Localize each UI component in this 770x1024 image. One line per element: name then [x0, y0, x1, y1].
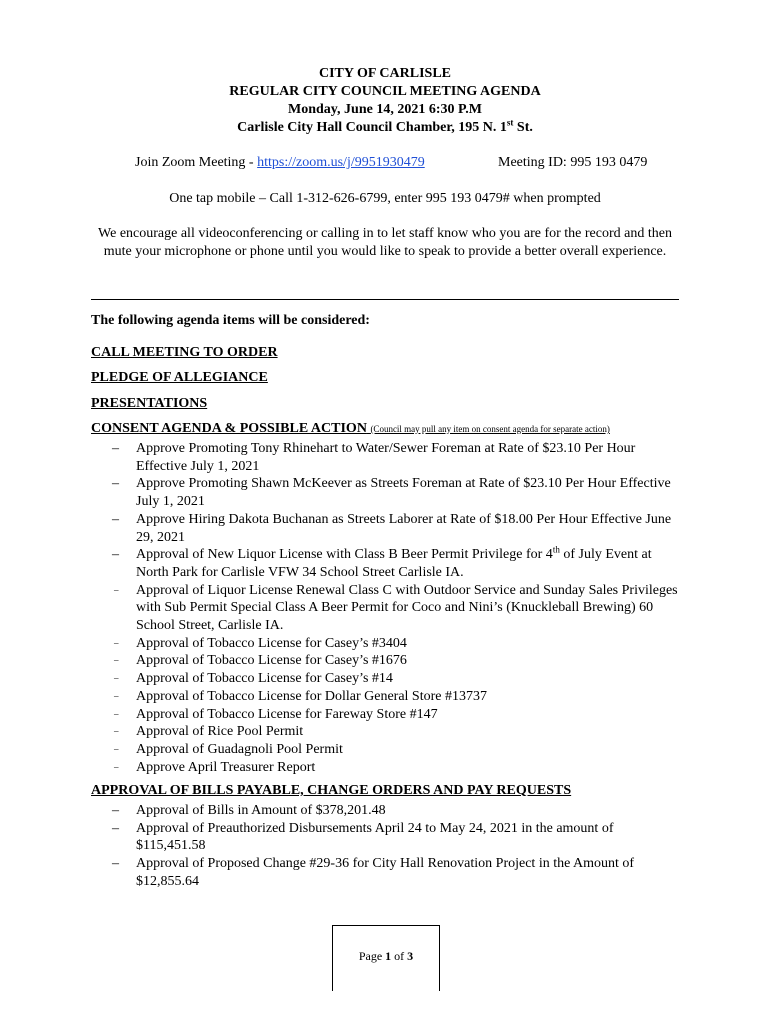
dash-bullet: –: [112, 856, 119, 872]
list-item: – Approve Promoting Tony Rhinehart to Water/Sewer Foreman at Rate of $23.10 Per Hour Effective July 1, 2021: [112, 441, 636, 474]
list-item: – Approval of Preauthorized Disbursements April 24 to May 24, 2021 in the amount of $115,451.58: [112, 820, 614, 854]
dash-bullet: –: [112, 803, 119, 818]
list-item: – Approval of Tobacco License for Casey’s #14: [114, 671, 393, 687]
considered-heading: The following agenda items will be considered:: [91, 313, 370, 328]
encourage-paragraph: We encourage all videoconferencing or calling in to let staff know who you are for the record and then mute your microphone or phone until you would like to speak to provide a better overall experience.: [98, 226, 672, 259]
dash-bullet: –: [112, 511, 119, 527]
dash-bullet: –: [114, 637, 119, 648]
agenda-title: REGULAR CITY COUNCIL MEETING AGENDA: [229, 84, 541, 99]
list-item: – Approve Hiring Dakota Buchanan as Streets Laborer at Rate of $18.00 Per Hour Effective June 29, 2021: [112, 511, 672, 545]
dash-bullet: –: [114, 708, 119, 719]
meeting-date: Monday, June 14, 2021 6:30 P.M: [288, 102, 482, 117]
dash-bullet: –: [114, 743, 119, 754]
dash-bullet: –: [114, 655, 119, 666]
dash-bullet: –: [114, 761, 119, 772]
zoom-link[interactable]: https://zoom.us/j/9951930479: [257, 155, 425, 170]
dash-bullet: –: [112, 476, 119, 492]
city-name: CITY OF CARLISLE: [319, 66, 451, 81]
zoom-prefix: Join Zoom Meeting -: [135, 155, 258, 170]
page-number-box: [332, 925, 440, 991]
meeting-location: Carlisle City Hall Council Chamber, 195 N. 1st St.: [237, 117, 533, 135]
list-item: – Approve Promoting Shawn McKeever as Streets Foreman at Rate of $23.10 Per Hour Effective July 1, 2021: [112, 476, 671, 510]
list-item: – Approve April Treasurer Report: [114, 759, 316, 775]
dash-bullet: –: [114, 690, 119, 701]
page-number: Page 1 of 3: [358, 949, 414, 963]
section-presentations: PRESENTATIONS: [91, 396, 208, 411]
consent-agenda-list: [112, 440, 684, 776]
dash-bullet: –: [114, 673, 119, 684]
divider-line: [91, 299, 679, 300]
section-consent-agenda: CONSENT AGENDA & POSSIBLE ACTION (Council may pull any item on consent agenda for separate action): [91, 421, 610, 436]
one-tap-mobile: One tap mobile – Call 1-312-626-6799, enter 995 193 0479# when prompted: [169, 191, 601, 206]
list-item: – Approval of Rice Pool Permit: [114, 724, 304, 740]
section-pledge: PLEDGE OF ALLEGIANCE: [91, 370, 268, 385]
list-item: – Approval of Guadagnoli Pool Permit: [114, 741, 343, 757]
list-item: – Approval of Tobacco License for Casey’s #3404: [114, 635, 407, 651]
consent-note: (Council may pull any item on consent agenda for separate action): [370, 424, 610, 434]
agenda-header: [0, 65, 770, 137]
meeting-id: Meeting ID: 995 193 0479: [498, 155, 648, 170]
list-item: – Approval of Liquor License Renewal Class C with Outdoor Service and Sunday Sales Privileges with Sub Permit Special Class A Beer Permit for Coco and Nini’s (Knuckleball Brewing) 60 School Street, Carlisle IA.: [114, 582, 678, 634]
zoom-join-line: [135, 155, 425, 171]
list-item: – Approval of Tobacco License for Casey’s #1676: [114, 653, 407, 669]
dash-bullet: –: [112, 547, 119, 563]
list-item: – Approval of Tobacco License for Fareway Store #147: [114, 706, 438, 722]
dash-bullet: –: [112, 441, 119, 456]
section-bills-payable: APPROVAL OF BILLS PAYABLE, CHANGE ORDERS AND PAY REQUESTS: [91, 783, 572, 798]
dash-bullet: –: [112, 820, 119, 836]
list-item: – Approval of Tobacco License for Dollar General Store #13737: [114, 688, 487, 704]
list-item: – Approval of Bills in Amount of $378,201.48: [112, 803, 386, 818]
dash-bullet: –: [114, 726, 119, 737]
bills-list: [112, 802, 684, 891]
list-item: – Approval of Proposed Change #29-36 for City Hall Renovation Project in the Amount of $12,855.64: [112, 856, 635, 889]
section-call-to-order: CALL MEETING TO ORDER: [91, 345, 278, 360]
dash-bullet: –: [114, 584, 119, 595]
list-item: – Approval of New Liquor License with Class B Beer Permit Privilege for 4th of July Event at North Park for Carlisle VFW 34 School Street Carlisle IA.: [112, 544, 652, 580]
